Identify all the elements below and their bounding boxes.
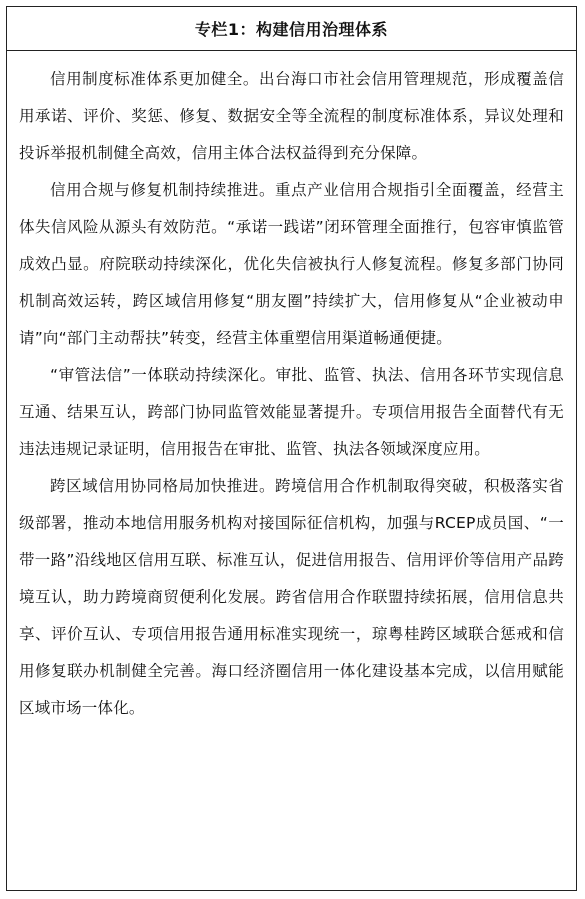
paragraph-cross-region-cooperation: 跨区域信用协同格局加快推进。跨境信用合作机制取得突破，积极落实省级部署，推动本地信用服务机构对接国际征信机构，加强与RCEP成员国、“一带一路”沿线地区信用互联、标准互认，促进信用报告、信用评价等信用产品跨境互认，助力跨境商贸便利化发展。跨省信用合作联盟持续拓展，信用信息共享、评价互认、专项信用报告通用标准实现统一，琼粤桂跨区域联合惩戒和信用修复联办机制健全完善。海口经济圈信用一体化建设基本完成，以信用赋能区域市场一体化。 xyxy=(19,477,564,717)
paragraph-approval-regulation-linkage: “审管法信”一体联动持续深化。审批、监管、执法、信用各环节实现信息互通、结果互认，跨部门协同监管效能显著提升。专项信用报告全面替代有无违法违规记录证明，信用报告在审批、监管、执法各领域深度应用。 xyxy=(19,366,564,458)
box-title: 专栏1：构建信用治理体系 xyxy=(7,7,576,51)
box-content xyxy=(7,51,576,727)
paragraph-credit-standards: 信用制度标准体系更加健全。出台海口市社会信用管理规范，形成覆盖信用承诺、评价、奖惩、修复、数据安全等全流程的制度标准体系，异议处理和投诉举报机制健全高效，信用主体合法权益得到充分保障。 xyxy=(19,70,564,162)
paragraph-credit-compliance-repair: 信用合规与修复机制持续推进。重点产业信用合规指引全面覆盖，经营主体失信风险从源头有效防范。“承诺一践诺”闭环管理全面推行，包容审慎监管成效凸显。府院联动持续深化，优化失信被执行人修复流程。修复多部门协同机制高效运转，跨区域信用修复“朋友圈”持续扩大，信用修复从“企业被动申请”向“部门主动帮扶”转变，经营主体重塑信用渠道畅通便捷。 xyxy=(19,181,564,347)
column-box xyxy=(6,6,577,891)
